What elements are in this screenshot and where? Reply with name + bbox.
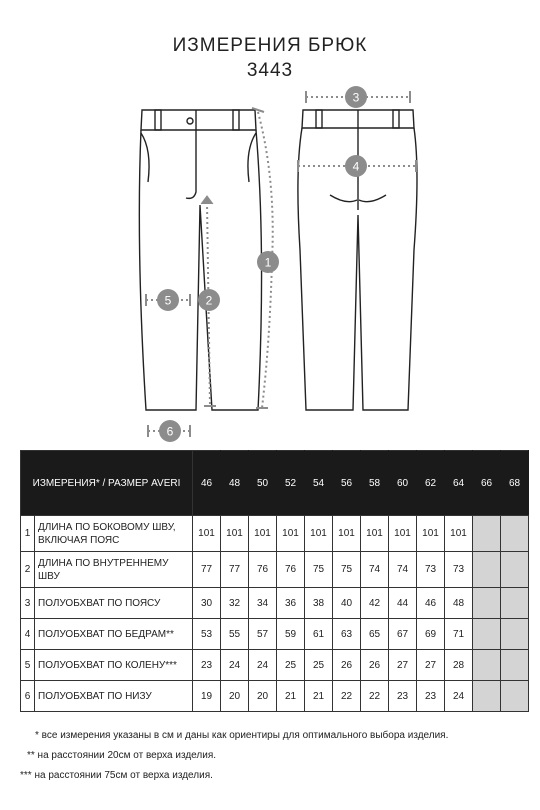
value-cell: 36 <box>277 588 305 619</box>
measure-3-waist <box>306 86 410 108</box>
value-cell: 65 <box>361 619 389 650</box>
value-cell: 27 <box>417 650 445 681</box>
row-index: 1 <box>21 516 35 552</box>
row-label: ПОЛУОБХВАТ ПО ПОЯСУ <box>35 588 193 619</box>
marker-5-label: 5 <box>164 293 172 308</box>
size-54-header: 54 <box>305 451 333 516</box>
value-cell: 20 <box>221 681 249 712</box>
value-cell: 57 <box>249 619 277 650</box>
marker-1-label: 1 <box>264 255 272 270</box>
measure-5-knee <box>146 289 190 311</box>
value-cell: 101 <box>389 516 417 552</box>
footnote-3: *** на расстоянии 75см от верха изделия. <box>20 770 213 781</box>
value-cell: 22 <box>361 681 389 712</box>
value-cell: 21 <box>277 681 305 712</box>
row-index: 2 <box>21 552 35 588</box>
back-trousers-outline <box>298 110 417 410</box>
measure-1-outer-seam <box>252 108 279 408</box>
marker-4-label: 4 <box>352 159 360 174</box>
value-cell: 101 <box>277 516 305 552</box>
size-64-header: 64 <box>445 451 473 516</box>
value-cell: 76 <box>277 552 305 588</box>
row-label: ДЛИНА ПО ВНУТРЕННЕМУ ШВУ <box>35 552 193 588</box>
value-cell: 44 <box>389 588 417 619</box>
model-number: 3443 <box>246 60 294 81</box>
row-index: 5 <box>21 650 35 681</box>
page-title: ИЗМЕРЕНИЯ БРЮК <box>172 35 368 56</box>
value-cell: 73 <box>417 552 445 588</box>
value-cell: 28 <box>445 650 473 681</box>
value-cell: 26 <box>333 650 361 681</box>
size-68-header: 68 <box>501 451 529 516</box>
row-label: ПОЛУОБХВАТ ПО НИЗУ <box>35 681 193 712</box>
size-66-header: 66 <box>473 451 501 516</box>
value-cell: 63 <box>333 619 361 650</box>
empty-cell <box>501 650 529 681</box>
value-cell: 55 <box>221 619 249 650</box>
value-cell: 71 <box>445 619 473 650</box>
value-cell: 77 <box>193 552 221 588</box>
value-cell: 74 <box>361 552 389 588</box>
value-cell: 24 <box>445 681 473 712</box>
marker-6-label: 6 <box>166 424 174 439</box>
row-label: ПОЛУОБХВАТ ПО КОЛЕНУ*** <box>35 650 193 681</box>
value-cell: 101 <box>361 516 389 552</box>
value-cell: 61 <box>305 619 333 650</box>
value-cell: 34 <box>249 588 277 619</box>
value-cell: 59 <box>277 619 305 650</box>
table-row <box>21 650 529 681</box>
empty-cell <box>473 681 501 712</box>
value-cell: 21 <box>305 681 333 712</box>
marker-3-label: 3 <box>352 90 360 105</box>
value-cell: 32 <box>221 588 249 619</box>
value-cell: 20 <box>249 681 277 712</box>
value-cell: 23 <box>193 650 221 681</box>
table-row <box>21 619 529 650</box>
marker-2-label: 2 <box>205 293 213 308</box>
value-cell: 101 <box>221 516 249 552</box>
table-row <box>21 681 529 712</box>
value-cell: 53 <box>193 619 221 650</box>
footnote-1: * все измерения указаны в см и даны как ориентиры для оптимального выбора изделия. <box>35 730 449 741</box>
value-cell: 23 <box>389 681 417 712</box>
empty-cell <box>473 650 501 681</box>
empty-cell <box>473 516 501 552</box>
empty-cell <box>473 552 501 588</box>
empty-cell <box>501 681 529 712</box>
value-cell: 101 <box>305 516 333 552</box>
empty-cell <box>473 588 501 619</box>
size-46-header: 46 <box>193 451 221 516</box>
size-56-header: 56 <box>333 451 361 516</box>
table-header-row <box>21 451 529 516</box>
empty-cell <box>501 588 529 619</box>
value-cell: 73 <box>445 552 473 588</box>
value-cell: 26 <box>361 650 389 681</box>
size-48-header: 48 <box>221 451 249 516</box>
value-cell: 19 <box>193 681 221 712</box>
table-header-label: ИЗМЕРЕНИЯ* / РАЗМЕР AVERI <box>21 451 193 516</box>
size-50-header: 50 <box>249 451 277 516</box>
row-label: ДЛИНА ПО БОКОВОМУ ШВУ, ВКЛЮЧАЯ ПОЯС <box>35 516 193 552</box>
size-60-header: 60 <box>389 451 417 516</box>
value-cell: 69 <box>417 619 445 650</box>
measure-4-hips <box>298 155 416 177</box>
value-cell: 30 <box>193 588 221 619</box>
size-table <box>20 450 529 712</box>
value-cell: 25 <box>277 650 305 681</box>
row-index: 3 <box>21 588 35 619</box>
table-row <box>21 588 529 619</box>
footnote-2: ** на расстоянии 20см от верха изделия. <box>27 750 217 761</box>
value-cell: 67 <box>389 619 417 650</box>
value-cell: 27 <box>389 650 417 681</box>
empty-cell <box>501 552 529 588</box>
front-trousers-outline <box>139 110 261 410</box>
value-cell: 101 <box>333 516 361 552</box>
value-cell: 42 <box>361 588 389 619</box>
value-cell: 75 <box>333 552 361 588</box>
table-row <box>21 552 529 588</box>
value-cell: 38 <box>305 588 333 619</box>
value-cell: 101 <box>249 516 277 552</box>
value-cell: 48 <box>445 588 473 619</box>
value-cell: 76 <box>249 552 277 588</box>
value-cell: 25 <box>305 650 333 681</box>
value-cell: 24 <box>221 650 249 681</box>
value-cell: 40 <box>333 588 361 619</box>
value-cell: 77 <box>221 552 249 588</box>
empty-cell <box>473 619 501 650</box>
measure-6-hem <box>148 420 190 442</box>
value-cell: 22 <box>333 681 361 712</box>
value-cell: 75 <box>305 552 333 588</box>
row-index: 4 <box>21 619 35 650</box>
empty-cell <box>501 516 529 552</box>
size-58-header: 58 <box>361 451 389 516</box>
value-cell: 101 <box>417 516 445 552</box>
value-cell: 46 <box>417 588 445 619</box>
empty-cell <box>501 619 529 650</box>
table-row <box>21 516 529 552</box>
size-52-header: 52 <box>277 451 305 516</box>
value-cell: 74 <box>389 552 417 588</box>
value-cell: 24 <box>249 650 277 681</box>
value-cell: 101 <box>445 516 473 552</box>
row-index: 6 <box>21 681 35 712</box>
row-label: ПОЛУОБХВАТ ПО БЕДРАМ** <box>35 619 193 650</box>
size-62-header: 62 <box>417 451 445 516</box>
value-cell: 23 <box>417 681 445 712</box>
value-cell: 101 <box>193 516 221 552</box>
